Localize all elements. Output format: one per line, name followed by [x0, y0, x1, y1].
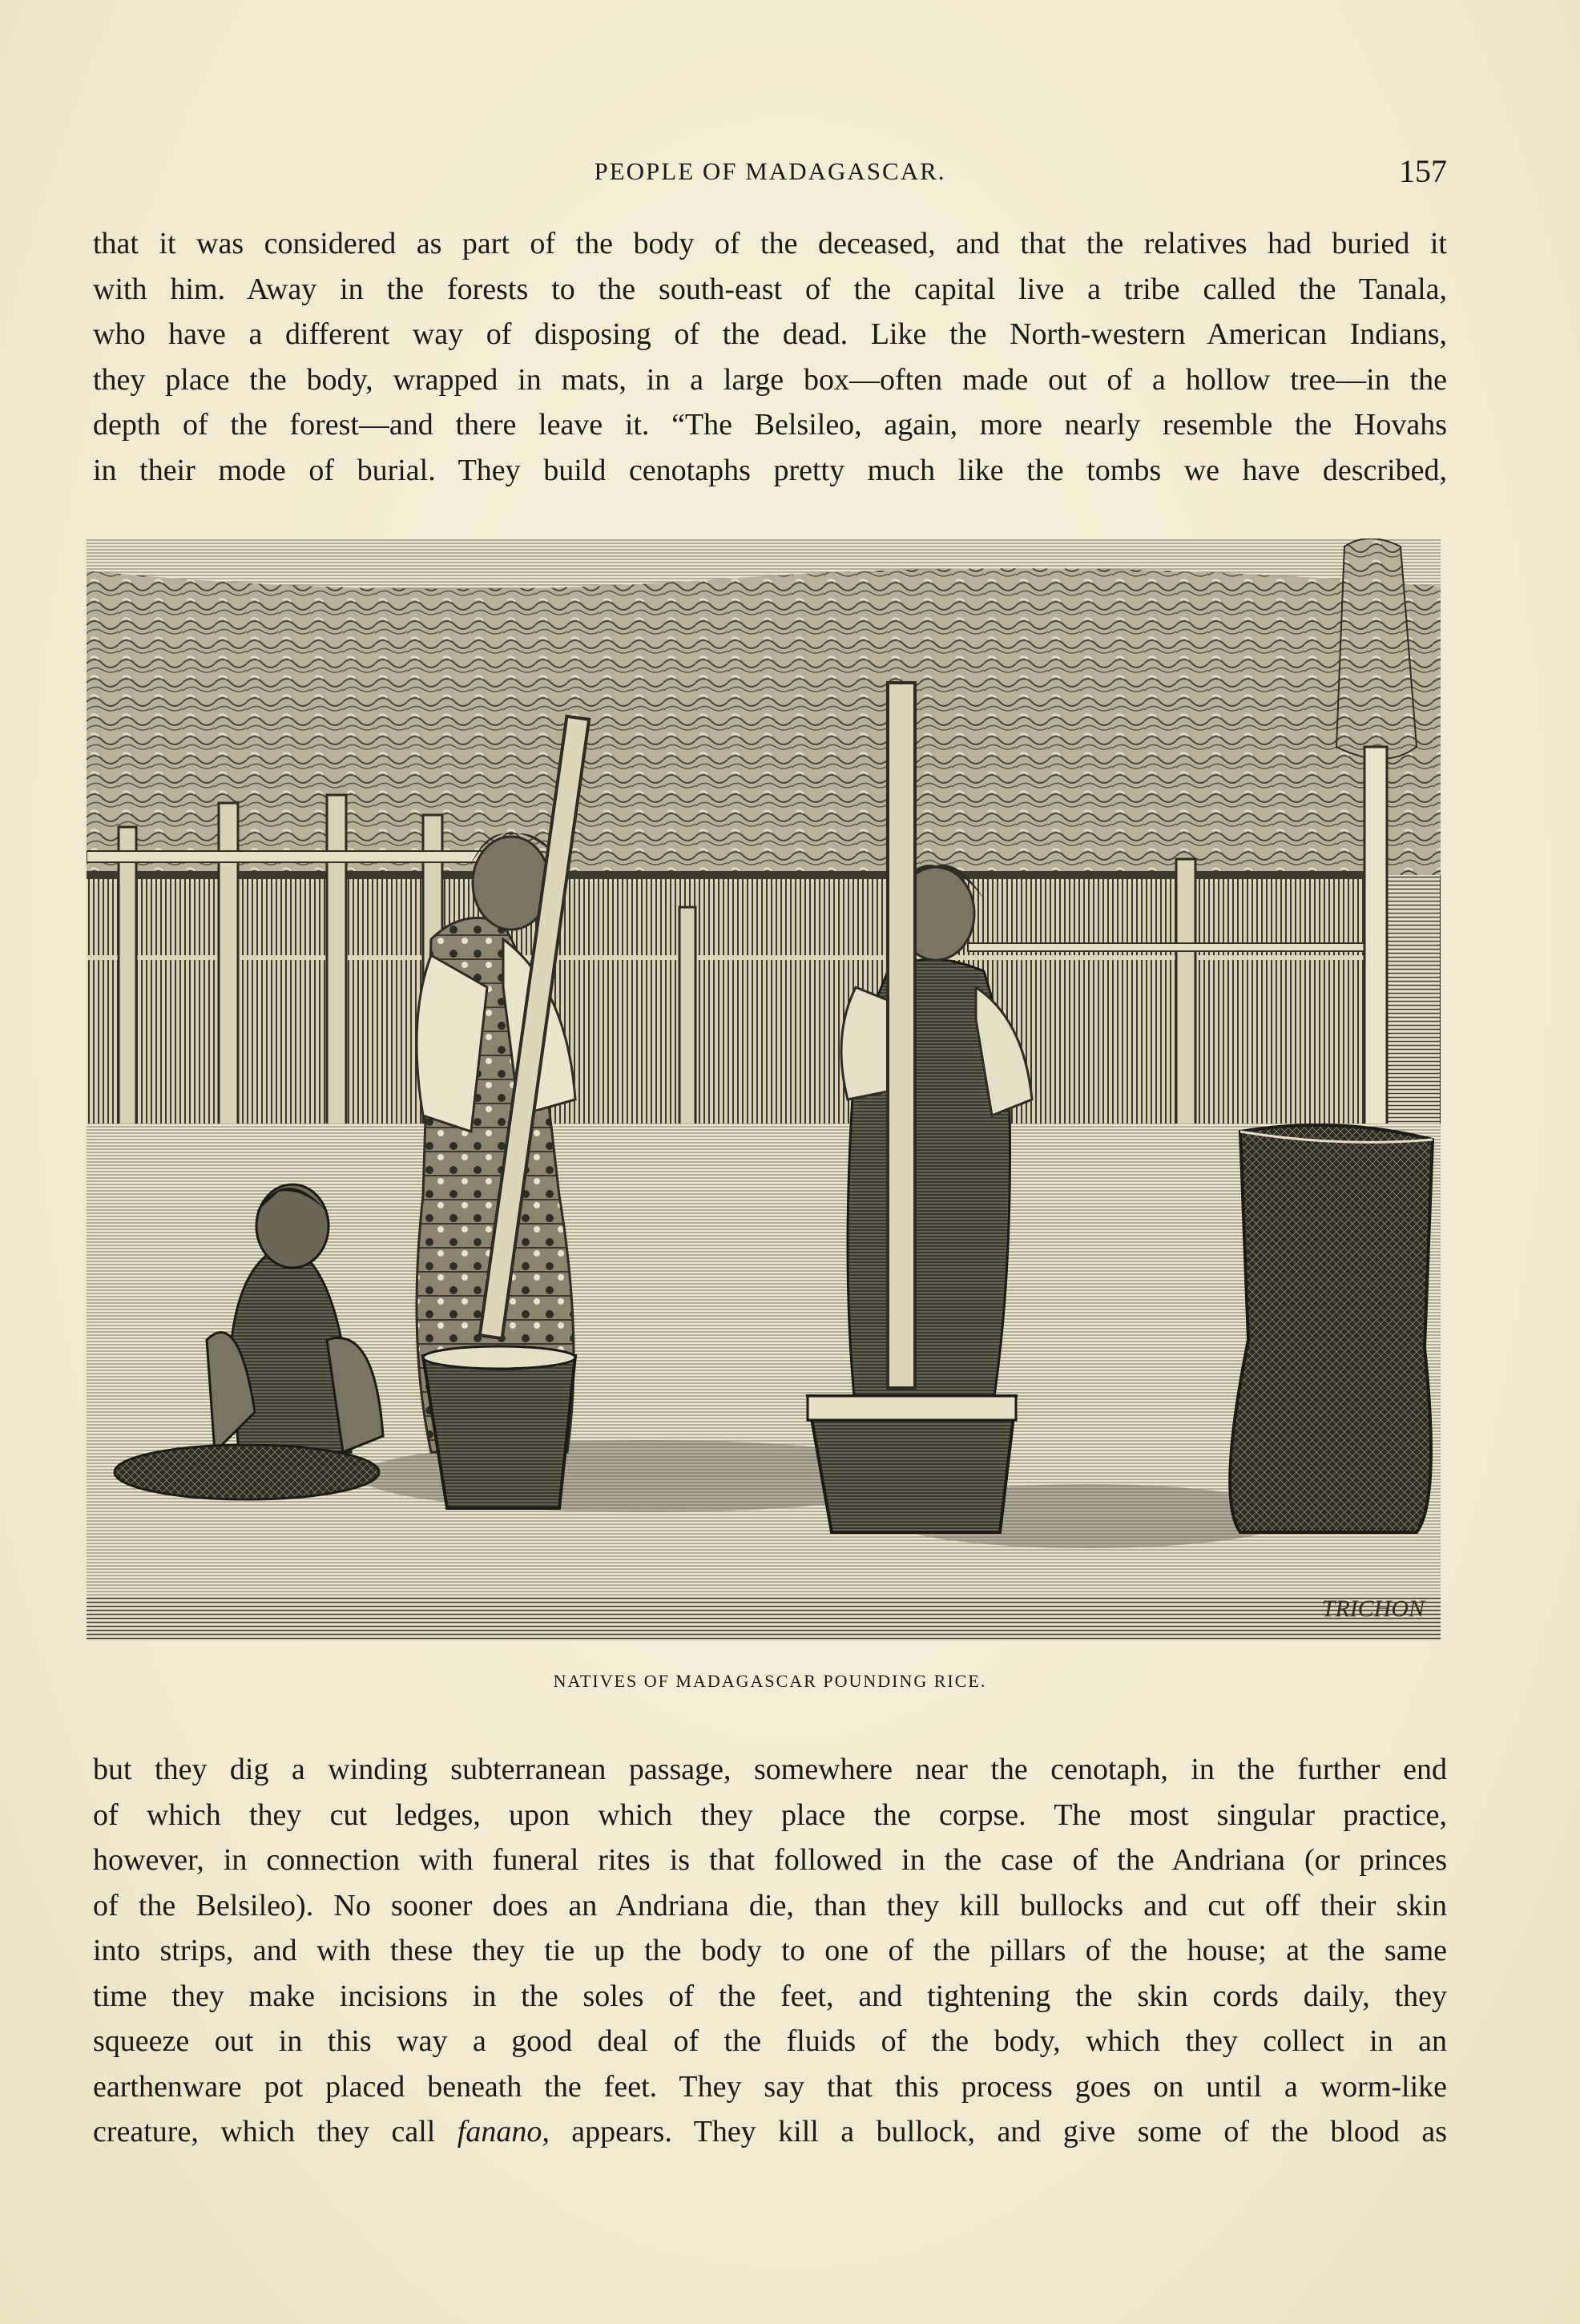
paragraph-top: [93, 221, 1447, 493]
text-line: they place the body, wrapped in mats, in a large box—often made out of a hollow tree—in the: [93, 362, 1447, 397]
italic-term: fanano,: [457, 2115, 550, 2148]
engraver-signature: TRICHON: [1321, 1596, 1425, 1622]
text-line: however, in connection with funeral rites is that followed in the case of the Andriana (or princes: [93, 1843, 1447, 1877]
text-line: squeeze out in this way a good deal of the fluids of the body, which they collect in an: [93, 2024, 1447, 2058]
running-title: PEOPLE OF MADAGASCAR.: [594, 157, 946, 185]
engraving-illustration: [87, 539, 1441, 1641]
text-line: of which they cut ledges, upon which they place the corpse. The most singular practice,: [93, 1797, 1447, 1832]
foliage-background: [87, 539, 1441, 875]
woven-sack: [1230, 1125, 1433, 1532]
text-line-last: [93, 2109, 1447, 2155]
running-head: [93, 152, 1447, 192]
text-line: earthenware pot placed beneath the feet. They say that this process goes on until a worm-like: [93, 2069, 1447, 2104]
text-line: with him. Away in the forests to the south-east of the capital live a tribe called the Tanala,: [93, 272, 1447, 306]
text-line: in their mode of burial. They build cenotaphs pretty much like the tombs we have described,: [93, 453, 1447, 487]
paragraph-bottom: [93, 1747, 1447, 2155]
text-segment: creature, which they call: [93, 2115, 457, 2148]
text-line: that it was considered as part of the body of the deceased, and that the relatives had buried it: [93, 227, 1447, 260]
text-line: depth of the forest—and there leave it. “The Belsileo, again, more nearly resemble the Hovahs: [93, 408, 1447, 442]
text-segment: appears. They kill a bullock, and give some of the blood as: [549, 2115, 1448, 2148]
text-line: who have a different way of disposing of the dead. Like the North-western American Indians,: [93, 317, 1447, 351]
text-line: into strips, and with these they tie up the body to one of the pillars of the house; at the same: [93, 1934, 1447, 1967]
text-line: time they make incisions in the soles of the feet, and tightening the skin cords daily, they: [93, 1979, 1447, 2013]
page-number: 157: [1399, 153, 1447, 189]
text-line: but they dig a winding subterranean passage, somewhere near the cenotaph, in the further end: [93, 1753, 1447, 1786]
figure-caption: NATIVES OF MADAGASCAR POUNDING RICE.: [553, 1671, 987, 1691]
text-line: of the Belsileo). No sooner does an Andriana die, than they kill bullocks and cut off their skin: [93, 1888, 1447, 1923]
